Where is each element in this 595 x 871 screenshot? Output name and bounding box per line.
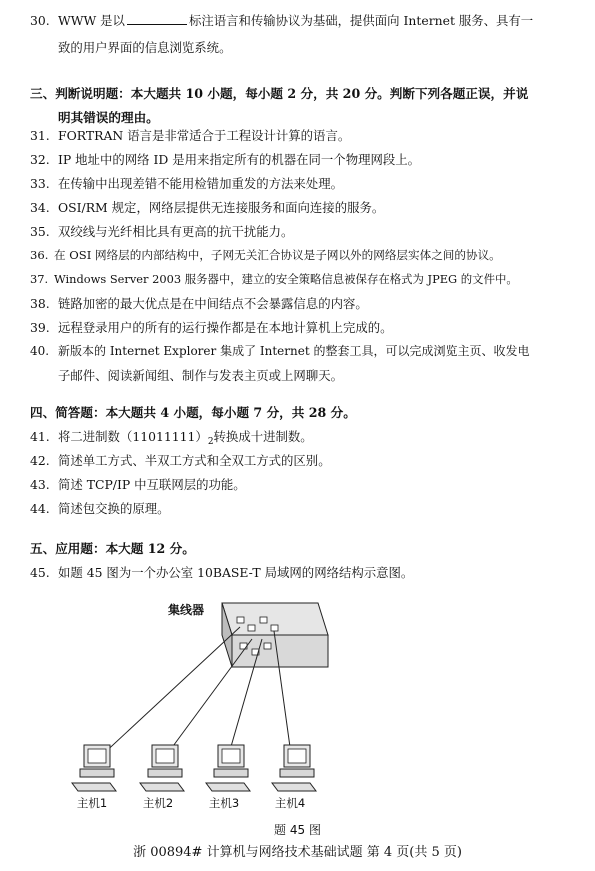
question-text: 致的用户界面的信息浏览系统。 bbox=[58, 40, 232, 55]
cable-host1 bbox=[100, 627, 240, 757]
section-title: 五、应用题：本大题 12 分。 bbox=[30, 541, 195, 556]
network-diagram bbox=[0, 595, 595, 835]
computer-icon-host3 bbox=[206, 745, 250, 791]
question-text: 标注语言和传输协议为基础，提供面向 Internet 服务、具有一 bbox=[188, 13, 534, 28]
page-footer: 浙 00894# 计算机与网络技术基础试题 第 4 页(共 5 页) bbox=[133, 845, 462, 860]
computer-icon-host2 bbox=[140, 745, 184, 791]
question-number: 30. bbox=[30, 13, 50, 28]
figure-caption: 题 45 图 bbox=[274, 823, 321, 837]
answer-blank bbox=[127, 12, 187, 25]
exam-page: 30. WWW 是以 标注语言和传输协议为基础，提供面向 Internet 服务、具有一 致的用户界面的信息浏览系统。 三、判断说明题：本大题共 10 小题，每小题 2 分，共 20 分。判断下列各题正误，并说 明其错误的理由。 31. FORTRAN 语言是非常适合于工程设计计算的语言。 32. IP 地址中的网络 ID 是用来指定所有的机器在同一个物理网段上。 33. 在传输中出现差错不能用检错加重发的方法来处理。 34. OSI/RM 规定，网络层提供无连接服务和面向连接的服务。 35. 双绞线与光纤相比具有更高的抗干扰能力。 36. 在 OSI 网络层的内部结构中，子网无关汇合协议是子网以外的网络层实体之间的协议。 37. Windows Server 2003 服务器中，建立的安全策略信息被保存在格式为 JPEG 的文件中。 38. 链路加密的最大优点是在中间结点不会暴露信息的内容。 39. 远程登录用户的所有的运行操作都是在本地计算机上完成的。 40. 新版本的 Internet Explorer 集成了 Internet 的整套工具，可以完成浏览主页、收发电 子邮件、阅读新闻组、制作与发表主页或上网聊天。 四、简答题：本大题共 4 小题，每小题 7 分，共 28 分。 41. 将二进制数$(11011111)_2$转换成十进制数。 42. 简述单工方式、半双工方式和全双工方式的区别。 43. 简述 TCP/IP 中互联网层的功能。 44. 简述包交换的原理。 五、应用题：本大题 12 分。 45. 如题 45 图为一个办公室 10BASE-T 局域网的网络结构示意图。 集线器 主机1 主机2 主机3 主机4 题 45 图 浙 00894# 计算机与网络技术基础试题 第 4 页(共 5 页) bbox=[0, 0, 595, 871]
hub-label: 集线器 bbox=[168, 603, 205, 617]
host-label-2: 主机2 bbox=[142, 796, 174, 810]
host-label-4: 主机4 bbox=[274, 796, 306, 810]
computer-icon-host4 bbox=[272, 745, 316, 791]
section-title: 三、判断说明题：本大题共 10 小题，每小题 2 分，共 20 分。判断下列各题正误，并说 明其错误的理由。 bbox=[30, 86, 529, 125]
computer-icon-host1 bbox=[72, 745, 116, 791]
host-label-3: 主机3 bbox=[208, 796, 240, 810]
question-text: WWW 是以 bbox=[58, 13, 125, 28]
section-title: 四、简答题：本大题共 4 小题，每小题 7 分，共 28 分。 bbox=[30, 405, 356, 420]
host-label-1: 主机1 bbox=[76, 796, 108, 810]
